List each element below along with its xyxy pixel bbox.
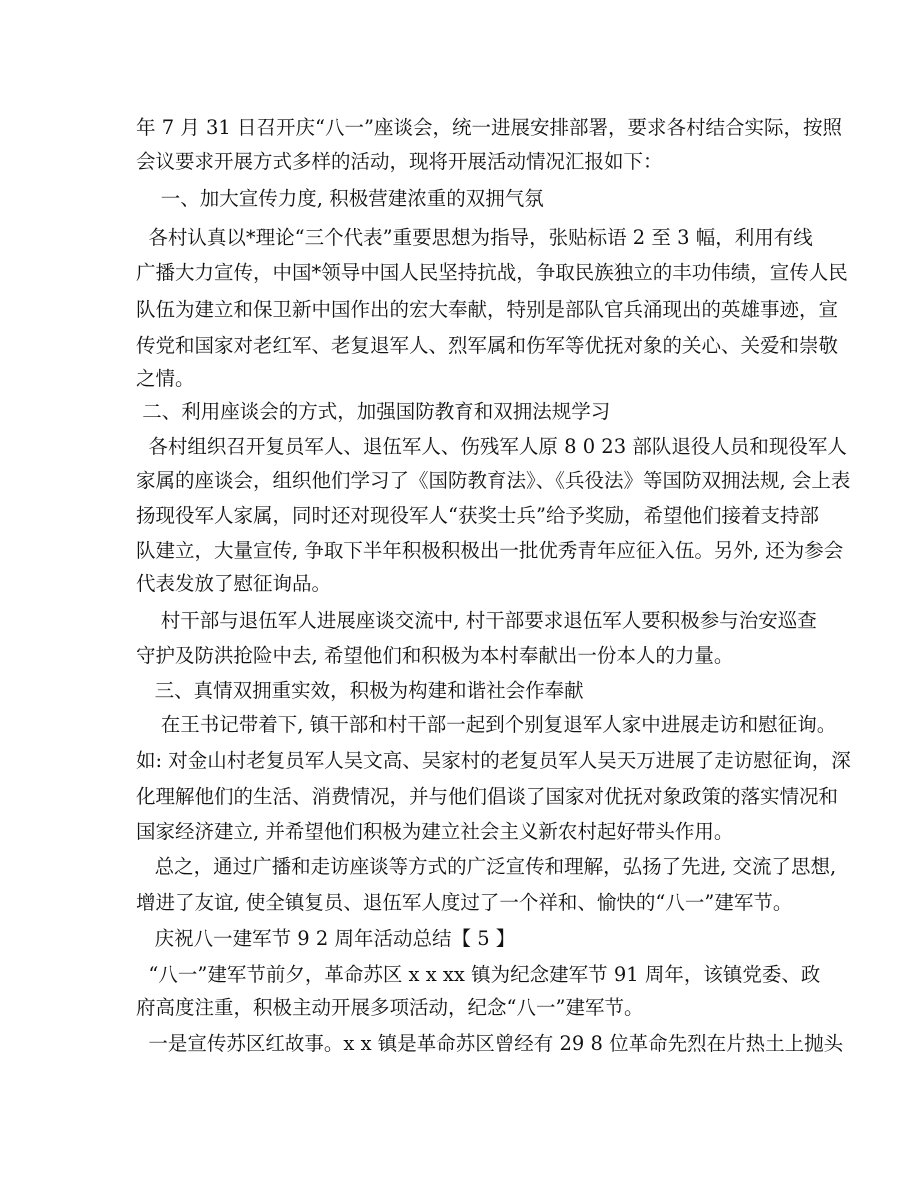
text-line-23: 一是宣传苏区红故事。x x 镇是革命苏区曾经有 29 8 位革命先烈在片热土上抛头 xyxy=(136,1032,844,1055)
text-line-12: 代表发放了慰征询品。 xyxy=(136,572,332,595)
section-heading-3: 三、真情双拥重实效，积极为构建和谐社会作奉献 xyxy=(136,679,584,702)
text-line-5: 队伍为建立和保卫新中国作出的宏大奉献，特别是部队官兵涌现出的英雄事迹，宣 xyxy=(136,298,839,321)
text-line-10: 扬现役军人家属，同时还对现役军人“获奖士兵”给予奖励，希望他们接着支持部 xyxy=(136,504,819,527)
text-line-7: 之情。 xyxy=(136,367,195,390)
text-line-16: 如: 对金山村老复员军人吴文高、吴家村的老复员军人吴天万进展了走访慰征询，深 xyxy=(136,749,851,772)
text-line-14: 守护及防洪抢险中去, 希望他们和积极为本村奉献出一份本人的力量。 xyxy=(136,644,734,667)
text-line-20: 增进了友谊, 使全镇复员、退伍军人度过了一个祥和、愉快的“八一”建军节。 xyxy=(136,891,793,914)
text-line-15: 在王书记带着下, 镇干部和村干部一起到个别复退军人家中进展走访和慰征询。 xyxy=(136,713,837,736)
section-heading-2: 二、利用座谈会的方式，加强国防教育和双拥法规学习 xyxy=(136,400,611,423)
section-heading-1: 一、加大宣传力度, 积极营建浓重的双拥气氛 xyxy=(136,187,544,210)
text-line-22: 府高度注重，积极主动开展多项活动，纪念“八一”建军节。 xyxy=(136,996,644,1019)
text-line-18: 国家经济建立, 并希望他们积极为建立社会主义新农村起好带头作用。 xyxy=(136,820,734,843)
text-line-9: 家属的座谈会，组织他们学习了《国防教育法》、《兵役法》等国防双拥法规, 会上表 xyxy=(136,469,851,492)
text-line-3: 各村认真以*理论“三个代表”重要思想为指导，张贴标语 2 至 3 幅，利用有线 xyxy=(136,226,813,249)
text-line-4: 广播大力宣传，中国*领导中国人民坚持抗战，争取民族独立的丰功伟绩，宣传人民 xyxy=(136,261,848,284)
text-line-11: 队建立，大量宣传, 争取下半年积极积极出一批优秀青年应征入伍。另外, 还为参会 xyxy=(136,539,844,562)
text-line-21: “八一”建军节前夕，革命苏区 x x xx 镇为纪念建军节 91 周年，该镇党委、政 xyxy=(136,963,821,986)
text-line-13: 村干部与退伍军人进展座谈交流中, 村干部要求退伍军人要积极参与治安巡查 xyxy=(136,609,817,632)
text-line-17: 化理解他们的生活、消费情况，并与他们倡谈了国家对优抚对象政策的落实情况和 xyxy=(136,785,839,808)
section-title-summary-5: 庆祝八一建军节 9 2 周年活动总结【 5 】 xyxy=(136,927,516,950)
text-line-8: 各村组织召开复员军人、退伍军人、伤残军人原 8 0 23 部队退役人员和现役军人 xyxy=(136,435,847,458)
text-line-2: 会议要求开展方式多样的活动，现将开展活动情况汇报如下： xyxy=(136,150,663,173)
text-line-19: 总之，通过广播和走访座谈等方式的广泛宣传和理解，弘扬了先进, 交流了思想, xyxy=(136,855,837,878)
text-line-6: 传党和国家对老红军、老复退军人、烈军属和伤军等优抚对象的关心、关爱和崇敬 xyxy=(136,334,839,357)
text-line-1: 年 7 月 31 日召开庆“八一”座谈会，统一进展安排部署，要求各村结合实际，按照 xyxy=(136,116,842,139)
